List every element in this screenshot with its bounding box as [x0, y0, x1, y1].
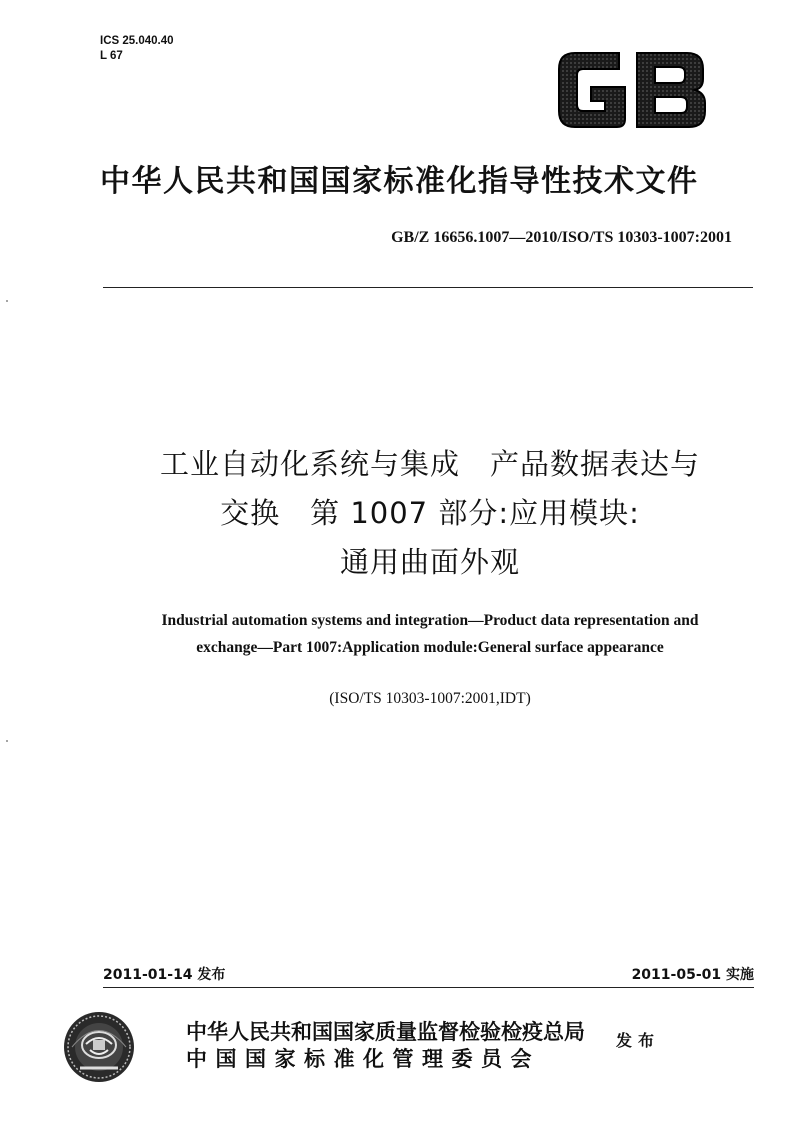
issuing-authorities — [186, 1018, 585, 1072]
ics-code: ICS 25.040.40 — [100, 35, 174, 47]
chinese-title-line-2: 交换 第 1007 部分:应用模块: — [220, 496, 640, 530]
issue-date: 2011-01-14 发布 — [103, 967, 226, 983]
implementation-date: 2011-05-01 实施 — [631, 967, 754, 983]
scan-speck — [6, 300, 8, 302]
header-divider — [103, 287, 753, 288]
english-title — [60, 607, 800, 661]
document-type-heading: 中华人民共和国国家标准化指导性技术文件 — [100, 164, 699, 199]
official-seal-icon — [62, 1010, 136, 1084]
equivalence-note: (ISO/TS 10303-1007:2001,IDT) — [329, 690, 531, 707]
issuer-aqsiq: 中华人民共和国国家质量监督检验检疫总局 — [186, 1019, 585, 1044]
english-title-line-2: exchange—Part 1007:Application module:General surface appearance — [196, 639, 664, 656]
ccs-code: L 67 — [100, 50, 123, 62]
footer-divider — [103, 987, 754, 988]
publish-label: 发布 — [616, 1031, 661, 1050]
chinese-title-line-3: 通用曲面外观 — [339, 545, 520, 579]
chinese-title-line-1: 工业自动化系统与集成 产品数据表达与 — [159, 447, 700, 481]
standard-number: GB/Z 16656.1007—2010/ISO/TS 10303-1007:2001 — [391, 229, 732, 246]
scan-speck — [6, 740, 8, 742]
english-title-line-1: Industrial automation systems and integration—Product data representation and — [161, 612, 699, 629]
chinese-title — [60, 440, 800, 587]
classification-codes — [100, 34, 174, 64]
gb-logo — [553, 45, 710, 135]
issuer-sac: 中国国家标准化管理委员会 — [186, 1046, 540, 1071]
